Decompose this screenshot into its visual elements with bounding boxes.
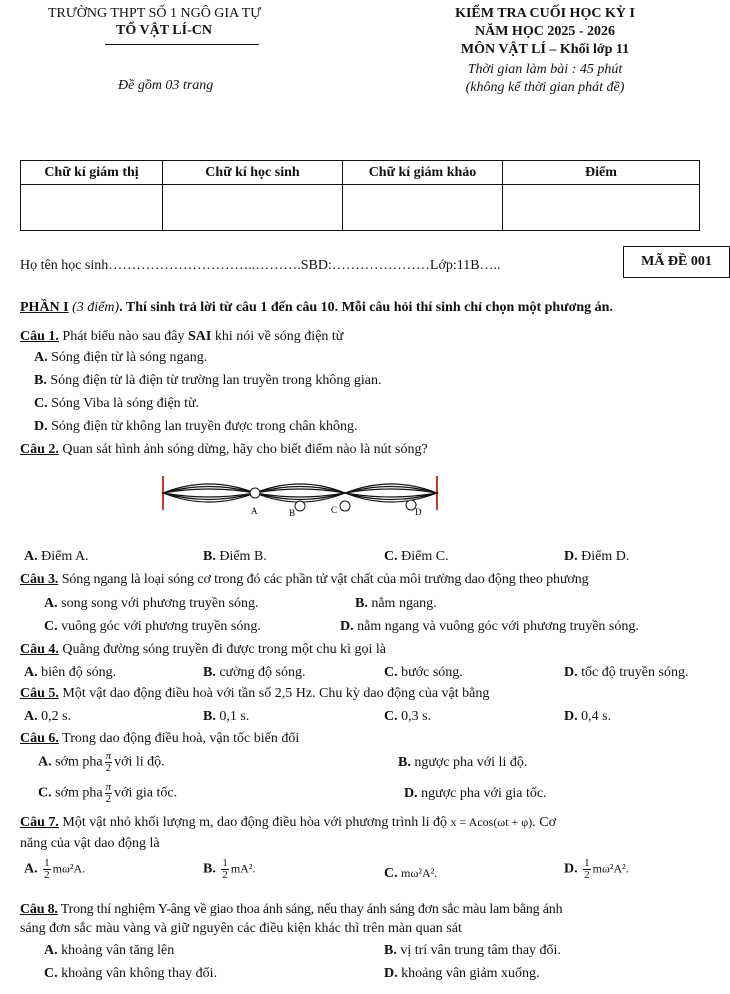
exam-time: Thời gian làm bài : 45 phút bbox=[467, 62, 623, 77]
one-half: $\frac{1}{2}$ bbox=[222, 857, 228, 881]
q3-option-a[interactable]: A. song song với phương truyền sóng. bbox=[44, 596, 259, 611]
question-number: Câu 5. bbox=[20, 686, 59, 701]
question-2 bbox=[20, 442, 428, 458]
question-stem: Sóng ngang là loại sóng cơ trong đó các phần tử vật chất của môi trường dao động theo phương bbox=[61, 572, 589, 587]
signature-table bbox=[20, 160, 700, 231]
q2-option-d[interactable]: D. Điểm D. bbox=[564, 549, 630, 564]
q7-option-a[interactable]: A. $\frac{1}{2}$ mω²A. bbox=[24, 857, 86, 881]
q2-option-b[interactable]: B. Điểm B. bbox=[203, 549, 267, 564]
q6-option-a[interactable]: A. sớm pha $\frac{\pi}{2}$ với li độ. bbox=[38, 750, 165, 774]
part-points: (3 điểm) bbox=[72, 300, 120, 315]
q4-option-a[interactable]: A. biên độ sóng. bbox=[24, 665, 117, 680]
page-count: Đề gồm 03 trang bbox=[118, 78, 214, 93]
wave-point-a bbox=[250, 488, 260, 498]
header-proctor-signature: Chữ kí giám thị bbox=[21, 161, 163, 185]
standing-wave-figure bbox=[155, 470, 445, 530]
wave-label-b: B bbox=[289, 508, 296, 518]
wave-loops bbox=[163, 484, 437, 502]
q8-option-b[interactable]: B. vị trí vân trung tâm thay đổi. bbox=[384, 943, 561, 958]
wave-label-c: C bbox=[331, 505, 338, 515]
question-1 bbox=[20, 329, 343, 345]
question-number: Câu 8. bbox=[20, 902, 58, 917]
question-8 bbox=[20, 902, 562, 918]
question-7-line2: năng của vật dao động là bbox=[20, 836, 160, 851]
q8-option-c[interactable]: C. khoảng vân không thay đổi. bbox=[44, 966, 218, 981]
wave-point-c bbox=[340, 501, 350, 511]
proctor-signature-cell[interactable] bbox=[21, 185, 163, 231]
question-number: Câu 6. bbox=[20, 731, 59, 746]
q6-option-c[interactable]: C. sớm pha $\frac{\pi}{2}$ với gia tốc. bbox=[38, 781, 178, 805]
question-stem: Một vật nhỏ khối lượng m, dao động điều hòa với phương trình li độ bbox=[62, 815, 448, 830]
question-7 bbox=[20, 815, 556, 831]
q8-option-d[interactable]: D. khoảng vân giảm xuống. bbox=[384, 966, 540, 981]
exam-code-box: MÃ ĐỀ 001 bbox=[623, 246, 730, 278]
question-number: Câu 3. bbox=[20, 572, 59, 587]
student-info-line[interactable]: Họ tên học sinh…………………………..……….SBD:…………………Lớp:11B….. bbox=[20, 258, 501, 273]
student-signature-cell[interactable] bbox=[163, 185, 343, 231]
q2-option-c[interactable]: C. Điểm C. bbox=[384, 549, 449, 564]
q5-option-b[interactable]: B. 0,1 s. bbox=[203, 709, 250, 724]
wave-label-d: D bbox=[415, 507, 422, 517]
question-3 bbox=[20, 572, 589, 588]
q1-option-a[interactable]: A. Sóng điện từ là sóng ngang. bbox=[34, 350, 208, 365]
q7-option-d[interactable]: D. $\frac{1}{2}$ mω²A². bbox=[564, 857, 629, 881]
q6-option-d[interactable]: D. ngược pha với gia tốc. bbox=[404, 786, 547, 801]
question-stem-end: khi nói về sóng điện từ bbox=[211, 329, 344, 344]
q3-option-b[interactable]: B. nằm ngang. bbox=[355, 596, 437, 611]
department-name: TỔ VẬT LÍ-CN bbox=[116, 23, 212, 38]
question-stem-end: . Cơ bbox=[532, 815, 556, 830]
wave-point-b bbox=[295, 501, 305, 511]
q5-option-a[interactable]: A. 0,2 s. bbox=[24, 709, 72, 724]
exam-time-note: (không kể thời gian phát đề) bbox=[465, 80, 625, 95]
one-half: $\frac{1}{2}$ bbox=[44, 857, 50, 881]
pi-over-2: $\frac{\pi}{2}$ bbox=[105, 781, 112, 805]
question-stem: Trong thí nghiệm Y-âng về giao thoa ánh sáng, nếu thay ánh sáng đơn sắc màu lam bằng ánh bbox=[60, 902, 563, 917]
one-half: $\frac{1}{2}$ bbox=[584, 857, 590, 881]
wave-label-a: A bbox=[251, 506, 258, 516]
q4-option-c[interactable]: C. bước sóng. bbox=[384, 665, 463, 680]
part-label: PHẦN I bbox=[20, 300, 69, 315]
question-number: Câu 7. bbox=[20, 815, 59, 830]
score-cell[interactable] bbox=[503, 185, 700, 231]
question-4 bbox=[20, 642, 386, 658]
q7-option-c[interactable]: C. mω²A². bbox=[384, 866, 438, 881]
q2-option-a[interactable]: A. Điểm A. bbox=[24, 549, 89, 564]
school-name: TRƯỜNG THPT SỐ 1 NGÔ GIA TỰ bbox=[48, 6, 262, 21]
question-number: Câu 2. bbox=[20, 442, 59, 457]
part-instruction-text: . Thí sinh trả lời từ câu 1 đến câu 10. Mỗi câu hỏi thí sinh chỉ chọn một phương án. bbox=[119, 300, 613, 315]
school-year: NĂM HỌC 2025 - 2026 bbox=[475, 24, 615, 39]
grader-signature-cell[interactable] bbox=[343, 185, 503, 231]
q1-option-d[interactable]: D. Sóng điện từ không lan truyền được trong chân không. bbox=[34, 419, 358, 434]
question-5 bbox=[20, 686, 489, 702]
exam-title: KIỂM TRA CUỐI HỌC KỲ I bbox=[455, 6, 635, 21]
subject-line: MÔN VẬT LÍ – Khối lớp 11 bbox=[460, 42, 630, 57]
question-number: Câu 1. bbox=[20, 329, 59, 344]
question-stem: Quãng đường sóng truyền đi được trong một chu kì gọi là bbox=[62, 642, 386, 657]
question-number: Câu 4. bbox=[20, 642, 59, 657]
q4-option-d[interactable]: D. tốc độ truyền sóng. bbox=[564, 665, 689, 680]
q3-option-d[interactable]: D. nằm ngang và vuông góc với phương truyền sóng. bbox=[340, 619, 639, 634]
q8-option-a[interactable]: A. khoảng vân tăng lên bbox=[44, 943, 175, 958]
header-score: Điểm bbox=[503, 161, 700, 185]
header-divider bbox=[105, 44, 259, 45]
question-stem: Quan sát hình ảnh sóng dừng, hãy cho biết điểm nào là nút sóng? bbox=[62, 442, 428, 457]
q4-option-b[interactable]: B. cường độ sóng. bbox=[203, 665, 306, 680]
part-instruction bbox=[20, 300, 613, 316]
q3-option-c[interactable]: C. vuông góc với phương truyền sóng. bbox=[44, 619, 261, 634]
q7-option-b[interactable]: B. $\frac{1}{2}$ mA². bbox=[203, 857, 256, 881]
question-stem-emphasis: SAI bbox=[188, 329, 212, 344]
q6-option-b[interactable]: B. ngược pha với li độ. bbox=[398, 755, 528, 770]
pi-over-2: $\frac{\pi}{2}$ bbox=[105, 750, 112, 774]
q5-option-d[interactable]: D. 0,4 s. bbox=[564, 709, 612, 724]
question-6 bbox=[20, 731, 299, 747]
q1-option-c[interactable]: C. Sóng Viba là sóng điện từ. bbox=[34, 396, 200, 411]
q1-option-b[interactable]: B. Sóng điện từ là điện từ trường lan truyền trong không gian. bbox=[34, 373, 382, 388]
header-grader-signature: Chữ kí giám khảo bbox=[343, 161, 503, 185]
equation: x = Acos(ωt + φ) bbox=[450, 815, 533, 829]
header-student-signature: Chữ kí học sinh bbox=[163, 161, 343, 185]
question-8-line2: sáng đơn sắc màu vàng và giữ nguyên các điều kiện khác thì trên màn quan sát bbox=[20, 921, 462, 936]
question-stem: Trong dao động điều hoà, vận tốc biến đổi bbox=[62, 731, 300, 746]
question-stem: Phát biểu nào sau đây bbox=[62, 329, 188, 344]
q5-option-c[interactable]: C. 0,3 s. bbox=[384, 709, 432, 724]
question-stem: Một vật dao động điều hoà với tần số 2,5 Hz. Chu kỳ dao động của vật bằng bbox=[62, 686, 490, 701]
